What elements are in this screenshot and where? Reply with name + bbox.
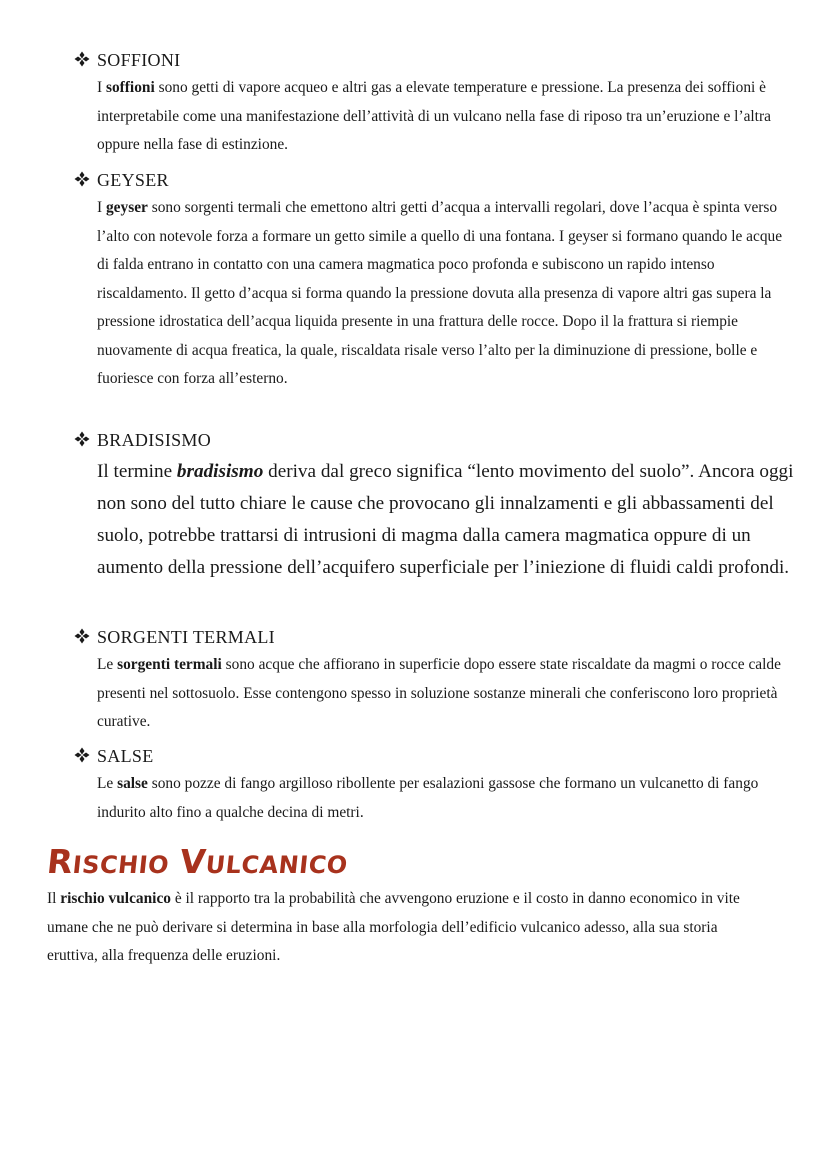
section-body [97, 770, 794, 827]
section-heading [74, 428, 794, 452]
section-sorgenti-termali [74, 625, 794, 737]
section-heading [74, 48, 794, 72]
key-term: geyser [105, 199, 148, 216]
title-initial: R [45, 842, 76, 881]
body-lead: Il [47, 890, 61, 907]
body-lead: I [97, 79, 106, 96]
four-diamond-bullet-icon [74, 51, 90, 67]
four-diamond-bullet-icon [74, 747, 90, 763]
section-salse [74, 744, 794, 827]
key-term: soffioni [105, 79, 155, 96]
body-text: sono acque che affiorano in superficie dopo essere state riscaldate da magmi o rocce calde presenti nel sottosuolo. Esse contengono spesso in soluzione sostanze minerali che conferiscono loro proprietà curative. [97, 656, 781, 730]
body-lead: I [97, 199, 106, 216]
heading-text: SORGENTI TERMALI [97, 627, 275, 647]
section-body [97, 74, 794, 160]
body-text: sono getti di vapore acqueo e altri gas a elevate temperature e pressione. La presenza dei soffioni è interpretabile come una manifestazione dell’attività di un vulcano nella fase di riposo tra un’eruzione e l’altra oppure nella fase di estinzione. [97, 79, 771, 153]
key-term: bradisismo [176, 461, 264, 482]
body-lead: Le [97, 775, 118, 792]
heading-text: BRADISISMO [97, 430, 212, 450]
page-title-rischio-vulcanico [45, 842, 350, 885]
heading-text: SOFFIONI [97, 50, 181, 70]
key-term: rischio vulcanico [60, 890, 171, 907]
section-heading [74, 168, 794, 192]
section-heading [74, 744, 794, 768]
body-text: è il rapporto tra la probabilità che avvengono eruzione e il costo in danno economico in vite umane che ne può derivare si determina in base alla morfologia dell’edificio vulcanico adesso, alla sua storia eruttiva, alla frequenza delle eruzioni. [47, 890, 740, 964]
body-text: sono sorgenti termali che emettono altri getti d’acqua a intervalli regolari, dove l’acqua è spinta verso l’alto con notevole forza a formare un getto simile a quello di una fontana. I geyser si formano quando le acque di falda entrano in contatto con una camera magmatica poco profonda e subiscono un rapido intenso riscaldamento. Il getto d’acqua si forma quando la pressione dovuta alla presenza di vapore altri gas supera la pressione idrostatica dell’acqua liquida presente in una frattura delle rocce. Dopo il la frattura si riempie nuovamente di acqua freatica, la quale, riscaldata risale verso l’alto per la diminuzione di pressione, bolle e fuoriesce con forza all’esterno. [97, 199, 783, 387]
section-soffioni [74, 48, 794, 160]
heading-text: GEYSER [97, 170, 169, 190]
body-lead: Le [97, 656, 118, 673]
four-diamond-bullet-icon [74, 431, 90, 447]
title-initial: V [177, 842, 209, 881]
title-rest: ISCHIO [71, 851, 171, 879]
section-body [97, 651, 794, 737]
section-heading [74, 625, 794, 649]
section-geyser [74, 168, 794, 394]
four-diamond-bullet-icon [74, 171, 90, 187]
key-term: sorgenti termali [117, 656, 222, 673]
section-body [97, 456, 794, 584]
four-diamond-bullet-icon [74, 628, 90, 644]
title-rest: ULCANICO [204, 851, 350, 879]
heading-text: SALSE [97, 746, 154, 766]
body-lead: Il termine [97, 461, 177, 482]
section-bradisismo [74, 428, 794, 584]
section-body [97, 194, 794, 394]
body-text: deriva dal greco significa “lento movimento del suolo”. Ancora oggi non sono del tutto chiare le cause che provocano gli innalzamenti e gli abbassamenti del suolo, potrebbe trattarsi di intrusioni di magma dalla camera magmatica oppure di un aumento della pressione dell’acquifero superficiale per l’iniezione di fluidi caldi profondi. [97, 461, 794, 578]
key-term: salse [117, 775, 148, 792]
rischio-vulcanico-body [47, 885, 767, 971]
body-text: sono pozze di fango argilloso ribollente per esalazioni gassose che formano un vulcanetto di fango indurito alto fino a qualche decina di metri. [97, 775, 759, 821]
